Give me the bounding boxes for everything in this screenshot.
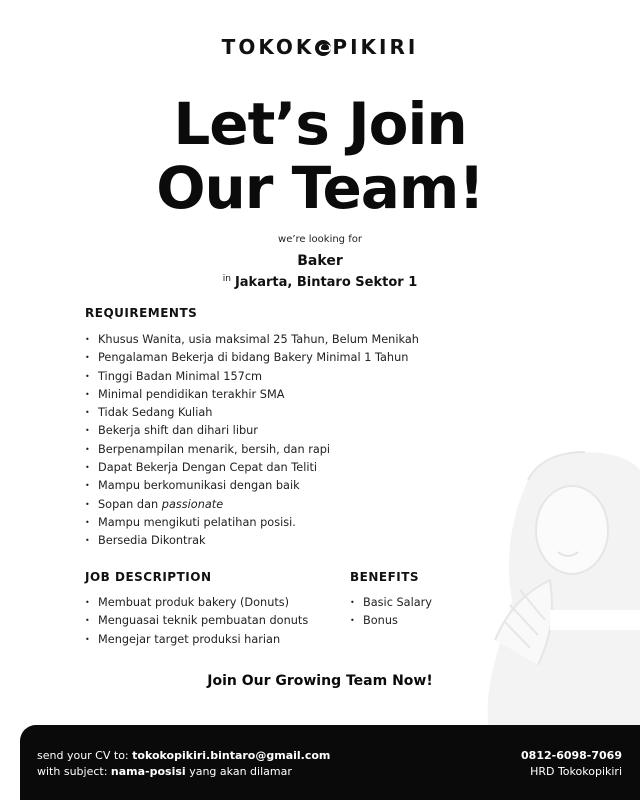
requirement-item: • Mampu berkomunikasi dengan baik (85, 477, 419, 495)
requirement-item: • Mampu mengikuti pelatihan posisi. (85, 514, 419, 532)
footer-hrd-contact (521, 748, 622, 780)
job-description-item: • Membuat produk bakery (Donuts) (85, 594, 308, 612)
headline-line-2: Our Team! (156, 154, 484, 222)
subject-rest: yang akan dilamar (189, 765, 292, 778)
phone-number[interactable]: 0812-6098-7069 (521, 749, 622, 762)
benefit-item: • Basic Salary (350, 594, 432, 612)
requirements-title: REQUIREMENTS (85, 306, 198, 320)
passionate-emphasis: passionate (161, 497, 224, 511)
requirement-item: • Bekerja shift dan dihari libur (85, 422, 419, 440)
headline (0, 92, 640, 220)
coffee-bean-icon (315, 40, 331, 56)
job-description-item: • Menguasai teknik pembuatan donuts (85, 612, 308, 630)
hrd-name: HRD Tokokopikiri (530, 765, 622, 778)
looking-for-text: we’re looking for (278, 234, 362, 245)
location-prefix: in (222, 274, 231, 284)
join-cta: Join Our Growing Team Now! (207, 673, 433, 689)
subject-label: with subject: (37, 765, 108, 778)
brand-logo (0, 35, 640, 59)
requirements-list (85, 331, 419, 551)
hijab-woman-illustration (450, 440, 640, 740)
send-cv-label: send your CV to: (37, 749, 129, 762)
brand-text-end: PIKIRI (332, 35, 419, 59)
requirement-item: • Sopan dan passionate (85, 496, 419, 514)
job-description-list (85, 594, 308, 649)
location (0, 274, 640, 290)
job-description-item: • Mengejar target produksi harian (85, 631, 308, 649)
footer-apply-info (37, 748, 330, 780)
email-link[interactable]: tokokopikiri.bintaro@gmail.com (132, 749, 331, 762)
benefits-list (350, 594, 432, 631)
footer-contact-bar (20, 725, 640, 800)
requirement-item: • Dapat Bekerja Dengan Cepat dan Teliti (85, 459, 419, 477)
brand-text-start: TOKOK (221, 35, 315, 59)
requirement-item: • Berpenampilan menarik, bersih, dan rapi (85, 441, 419, 459)
position-title: Baker (297, 253, 343, 269)
requirement-item: • Bersedia Dikontrak (85, 532, 419, 550)
requirement-item: • Khusus Wanita, usia maksimal 25 Tahun, Belum Menikah (85, 331, 419, 349)
requirement-item: • Tidak Sedang Kuliah (85, 404, 419, 422)
requirement-item: • Pengalaman Bekerja di bidang Bakery Minimal 1 Tahun (85, 349, 419, 367)
benefit-item: • Bonus (350, 612, 432, 630)
location-place: Jakarta, Bintaro Sektor 1 (234, 275, 418, 290)
job-description-title: JOB DESCRIPTION (85, 570, 212, 584)
requirement-item: • Minimal pendidikan terakhir SMA (85, 386, 419, 404)
requirement-item: • Tinggi Badan Minimal 157cm (85, 368, 419, 386)
benefits-title: BENEFITS (350, 570, 420, 584)
headline-line-1: Let’s Join (173, 90, 467, 158)
subject-value: nama-posisi (110, 765, 186, 778)
